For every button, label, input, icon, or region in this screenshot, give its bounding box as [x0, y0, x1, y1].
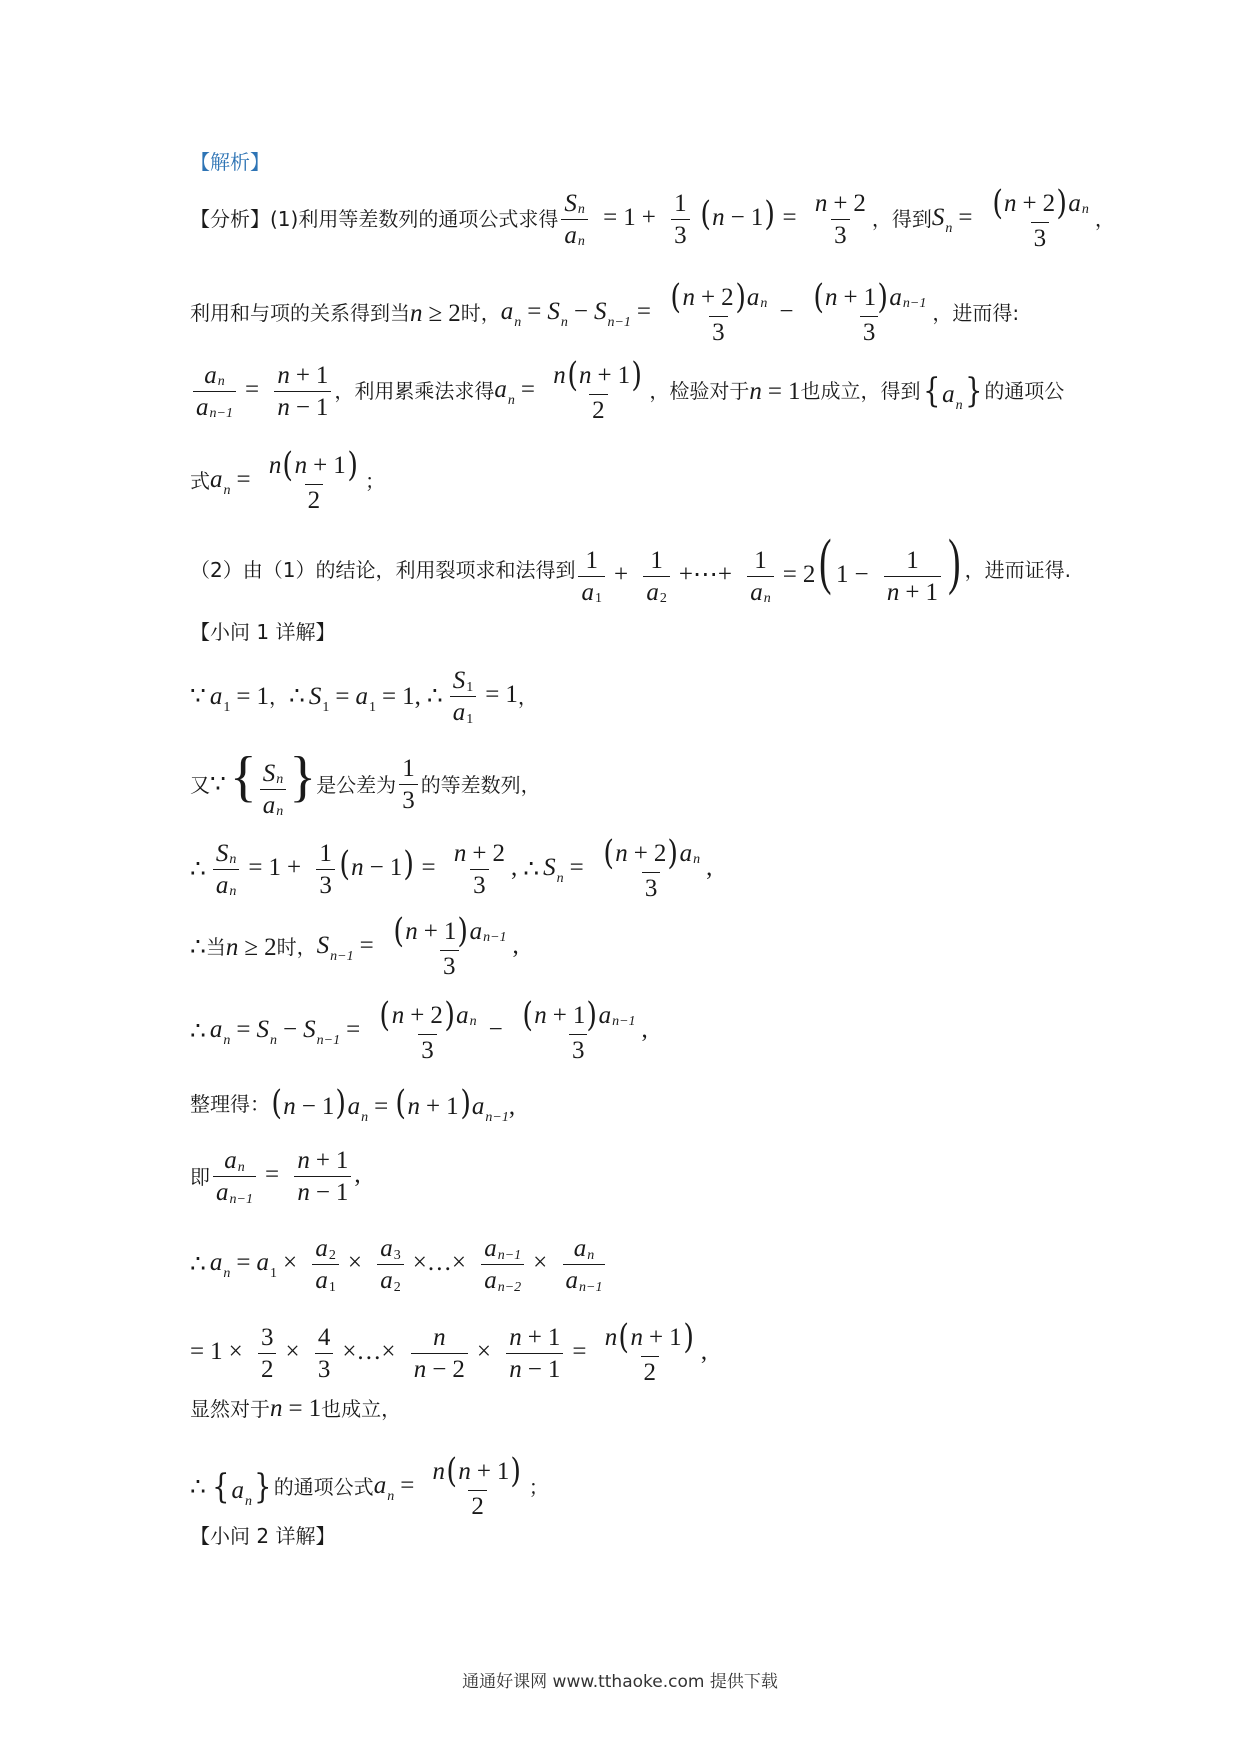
- analysis-line-5: [190, 528, 1072, 607]
- therefore-symbol: ∴: [190, 1251, 206, 1278]
- analysis-line-2: [190, 277, 1020, 346]
- analysis-text: 的通项公: [984, 379, 1065, 404]
- analysis-line-4: [190, 445, 385, 514]
- formula: S n a n = 1 + $\frac{1}{3}$ (n − 1) = n + 2 3: [558, 191, 872, 248]
- formula: n = 1: [749, 377, 801, 405]
- formula: n ≥ 2: [410, 299, 461, 327]
- analysis-text: 利用和与项的关系得到当: [190, 301, 410, 326]
- because-symbol: ∵: [210, 771, 226, 799]
- section-heading: [190, 152, 270, 172]
- because-symbol: ∵: [190, 683, 206, 710]
- step-line: 整理得： $(n - 1)a_n = (n + 1)a_{n-1}$,: [190, 1083, 516, 1125]
- analysis-text: 式: [190, 469, 210, 494]
- step-line: ∴ S n a n = 1 + $\frac{1}{3}$ (n − 1) = n + 2 3 , ∴ $S_n$ = ( n + 2 ) a n 3 ,: [190, 833, 713, 902]
- formula: a n a n−1 = n + 1 n − 1: [190, 363, 334, 420]
- analysis-text: （2）由（1）的结论，利用裂项求和法得到: [190, 557, 576, 582]
- formula: $a_n$ = n ( n + 1 ) 2: [494, 355, 643, 424]
- therefore-symbol: ∴: [426, 683, 443, 710]
- formula: 1 a 1 + 1 a 2 +⋯+ 1 a n = 2( 1 − 1 n + 1 ): [575, 535, 964, 605]
- analysis-line-1: 【分析】 (1)利用等差数列的通项公式求得 S n a n = 1 + $\frac{1}{3}$ (n − 1) = n + 2 3 ，得到 $S_n$ = ( n + 2 ) a n 3 ，: [190, 183, 1115, 252]
- step-line: = 1 × $\frac{3}{2}$ × $\frac{4}{3}$ ×…× n n − 2 × n + 1 n − 1 = n ( n + 1 ) 2 ,: [190, 1317, 708, 1386]
- step-line: ∴ $a_n = a_1$ × a 2 a 1 × a 3 a 2 ×…× a n−1 a n−2 × a n a n−1: [190, 1236, 608, 1293]
- step-line: ∴ 当 n ≥ 2 时， $S_{n-1}$ = ( n + 1 ) a n−1 3 ,: [190, 911, 519, 980]
- analysis-text: ，进而证得.: [964, 557, 1072, 582]
- step-line: ∴ $\{a_n\}$ 的通项公式 $a_n$ = n ( n + 1 ) 2 ；: [190, 1451, 549, 1520]
- analysis-text: ，进而得:: [932, 301, 1020, 326]
- analysis-text: 时，: [460, 301, 501, 326]
- analysis-text: ，检验对于: [649, 379, 750, 404]
- analysis-text: ，利用累乘法求得: [334, 379, 495, 404]
- step-line: 显然对于 n = 1 也成立，: [190, 1395, 402, 1422]
- therefore-symbol: ∴: [190, 855, 206, 883]
- formula: $\{a_n\}$: [922, 370, 983, 413]
- formula: $a_n$ = n ( n + 1 ) 2: [210, 445, 358, 514]
- step-line: 即 a n a n−1 = n + 1 n − 1 ,: [190, 1147, 361, 1207]
- analysis-text: (1)利用等差数列的通项公式求得: [270, 207, 559, 232]
- formula: $S_n$ = ( n + 2 ) a n 3: [931, 183, 1089, 252]
- analysis-line-3: [190, 355, 1065, 424]
- therefore-symbol: ∴: [523, 855, 540, 883]
- therefore-symbol: ∴: [190, 1473, 206, 1501]
- part1-heading: 【小问 1 详解】: [190, 620, 336, 644]
- step-line: ∵ $a_1 = 1$ ， ∴ $S_1 = a_1 = 1$, ∴ S 1 a 1 = 1 ，: [190, 667, 538, 727]
- page-footer: 通通好课网 www.tthaoke.com 提供下载: [462, 1672, 778, 1692]
- therefore-symbol: ∴: [190, 933, 206, 961]
- part2-heading: 【小问 2 详解】: [190, 1524, 336, 1548]
- step-line: 又 ∵ { S n a n } 是公差为 $\frac{1}{3}$ 的等差数列，: [190, 746, 541, 820]
- therefore-symbol: ∴: [289, 683, 305, 710]
- step-line: ∴ $a_n = S_n - S_{n-1}$ = ( n + 2 ) a n 3 − ( n + 1 ) a n−1 3 ,: [190, 995, 648, 1064]
- formula: $a_n = S_n - S_{n-1}$ = ( n + 2 ) a n 3 − ( n + 1 ) a n−1 3: [500, 277, 927, 346]
- analysis-text: 也成立，得到: [800, 379, 921, 404]
- analysis-label: 【分析】: [190, 207, 270, 232]
- analysis-text: ；: [365, 469, 385, 494]
- analysis-text: ，得到: [871, 207, 932, 232]
- therefore-symbol: ∴: [190, 1017, 206, 1045]
- heading-text: 【解析】: [190, 150, 270, 174]
